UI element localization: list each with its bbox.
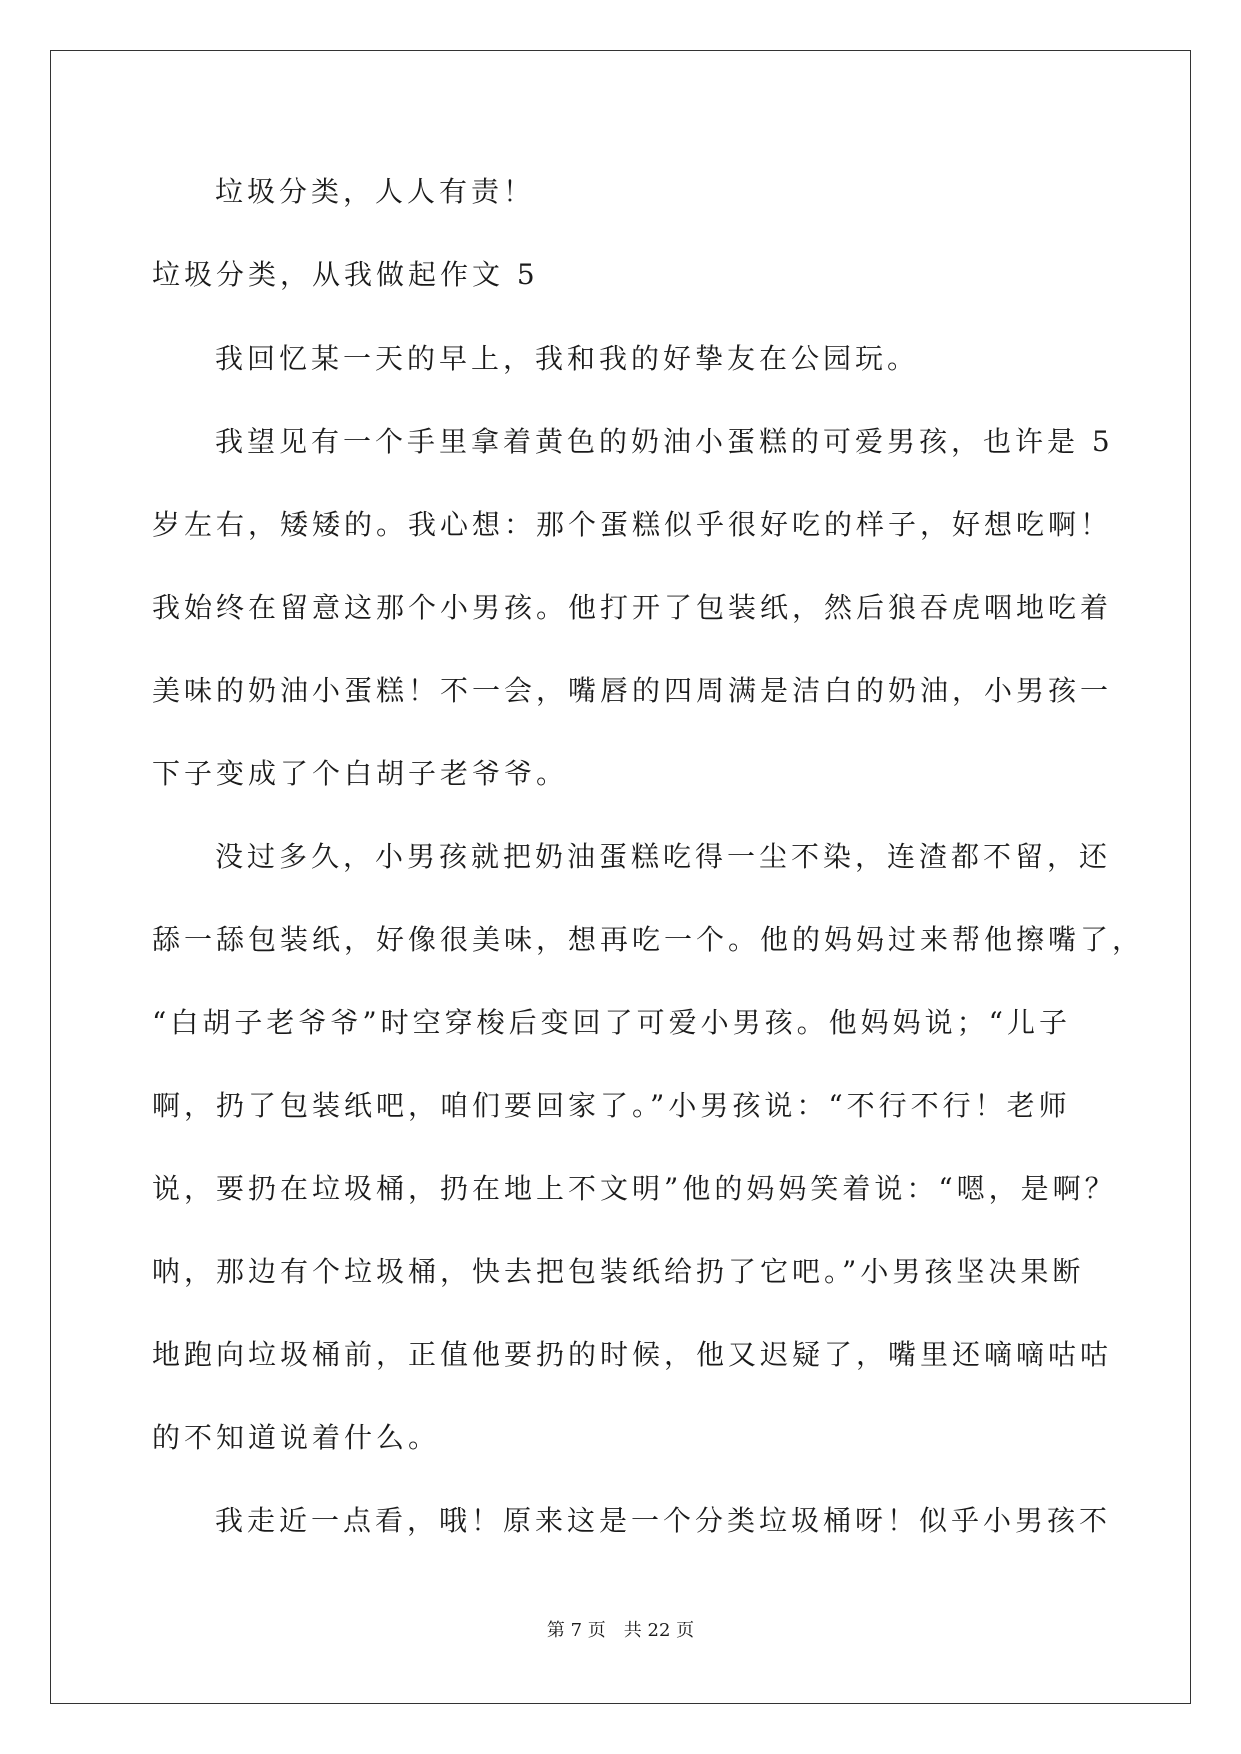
text-line: 美味的奶油小蛋糕！不一会，嘴唇的四周满是洁白的奶油，小男孩一 (152, 674, 1113, 707)
text-line: 说，要扔在垃圾桶，扔在地上不文明”他的妈妈笑着说：“嗯，是啊？ (152, 1172, 1117, 1205)
page-footer (0, 1620, 1241, 1642)
text-line: 舔一舔包装纸，好像很美味，想再吃一个。他的妈妈过来帮他擦嘴了， (152, 923, 1145, 956)
text-line: 岁左右，矮矮的。我心想：那个蛋糕似乎很好吃的样子，好想吃啊！ (152, 508, 1113, 541)
text-line: 垃圾分类，人人有责！ (215, 175, 536, 208)
text-line: 我回忆某一天的早上，我和我的好挚友在公园玩。 (215, 342, 920, 375)
text-line: 地跑向垃圾桶前，正值他要扔的时候，他又迟疑了，嘴里还嘀嘀咕咕 (152, 1338, 1113, 1371)
text-line: 我望见有一个手里拿着黄色的奶油小蛋糕的可爱男孩，也许是 5 (215, 425, 1114, 458)
text-line: “白胡子老爷爷”时空穿梭后变回了可爱小男孩。他妈妈说；“儿子 (152, 1006, 1071, 1039)
text-line: 我始终在留意这那个小男孩。他打开了包装纸，然后狼吞虎咽地吃着 (152, 591, 1113, 624)
section-heading: 垃圾分类，从我做起作文 5 (152, 258, 539, 291)
text-line: 没过多久，小男孩就把奶油蛋糕吃得一尘不染，连渣都不留，还 (215, 840, 1112, 873)
text-line: 啊，扔了包装纸吧，咱们要回家了。”小男孩说：“不行不行！老师 (152, 1089, 1071, 1122)
page-frame (50, 50, 1191, 1704)
page-total: 共 22 页 (623, 1620, 695, 1641)
text-line: 我走近一点看，哦！原来这是一个分类垃圾桶呀！似乎小男孩不 (215, 1504, 1112, 1537)
text-line: 下子变成了个白胡子老爷爷。 (152, 757, 569, 790)
page-number: 第 7 页 (546, 1620, 606, 1641)
text-line: 呐，那边有个垃圾桶，快去把包装纸给扔了它吧。”小男孩坚决果断 (152, 1255, 1085, 1288)
text-line: 的不知道说着什么。 (152, 1421, 441, 1454)
